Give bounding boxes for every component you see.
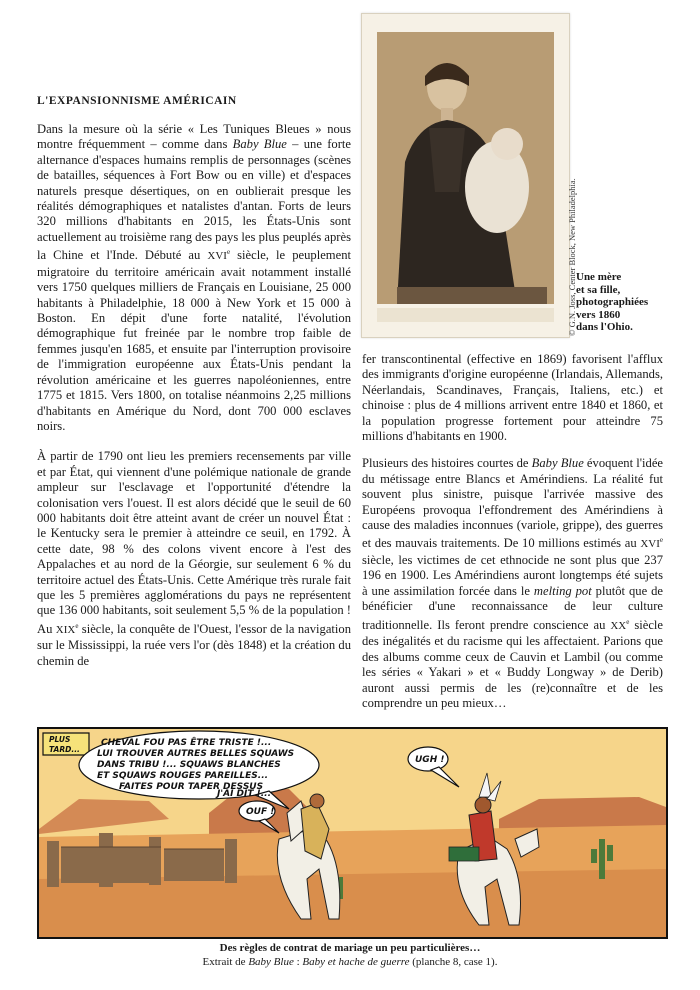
speech-line: LUI TROUVER AUTRES BELLES SQUAWS <box>97 749 295 759</box>
comic-illustration <box>39 729 666 937</box>
text-column-right <box>362 352 663 711</box>
paragraph: fer transcontinental (effective en 1869) favorisent l'afflux des immigrants d'origine européenne (Irlandais, Allemands, Néerlandais, Scandinaves, Français, Italiens, etc.) et chinoise : plus de 4 millions arrivent entre 1840 et 1860, et la population progresse fortement pour atteindre 75 millions d'habitants en 1900. <box>362 352 663 444</box>
speech-line: FAITES POUR TAPER DESSUS <box>119 782 264 792</box>
caption-box-line: PLUS <box>49 735 71 744</box>
paragraph: Dans la mesure où la série « Les Tuniques Bleues » nous montre fréquemment – comme dans Baby Blue – une forte alternance d'espaces humains remplis de personnages (scènes de batailles, séquences à Fort Bow ou en ville) et d'espaces naturels presque désertiques, on en oublierait presque les réalités démographiques et natalistes d'antan. Forts de leurs 320 millions d'habitants en 2015, les États-Unis sont actuellement au troisième rang des pays les plus peuplés après la Chine et l'Inde. Débuté au XVIe siècle, le peuplement migratoire du territoire américain avait notamment installé vers 1750 quelques milliers de Français en Louisiane, 25 000 habitants à Philadelphie, 18 000 à New York et 15 000 à Boston. En dépit d'une forte natalité, l'évolution démographique fut freinée par le nombre trop faible de femmes jusqu'en 1685, et ensuite par l'interruption provisoire de l'immigration européenne aux États-Unis pendant la révolution américaine et les guerres napoléoniennes, entre 1775 et 1815. Vers 1800, on totalise néanmoins 2,25 millions d'habitants en Amérique du Nord, dont 700 000 esclaves noirs. <box>37 122 351 433</box>
speech-line: J'AI DIT !... <box>217 789 272 799</box>
caption-box-line: TARD... <box>49 745 80 754</box>
comic-panel <box>37 727 668 939</box>
comic-caption-title: Des règles de contrat de mariage un peu particulières… <box>219 942 481 954</box>
photo-image <box>377 32 554 304</box>
speech-line: UGH ! <box>415 755 445 765</box>
speech-line: ET SQUAWS ROUGES PAREILLES... <box>97 771 269 781</box>
text-column-left <box>37 122 351 669</box>
speech-line: OUF ! <box>246 807 275 817</box>
paragraph: À partir de 1790 ont lieu les premiers recensements par ville et par État, qui viennent d'une polémique nationale de grande ampleur sur l'esclavage et l'opportunité d'étendre la colonisation vers l'ouest. Il est alors décidé que le seuil de 60 000 habitants doit être atteint avant de créer un nouvel État : le Kentucky sera le premier à atteindre ce seuil, en 1792. À cette date, 98 % des colons vivent encore à l'est des Appalaches et au nord de la Géorgie, sur seulement 6 % du territoire actuel des États-Unis. Cette Amérique très rurale fait que les 5 premières agglomérations du pays ne représentent que 136 000 habitants, soit seulement 5,5 % de la population ! Au XIXe siècle, la conquête de l'Ouest, l'essor de la navigation sur le Mississippi, la ruée vers l'or (dès 1848) et la création du chemin de <box>37 449 352 668</box>
photo-caption: Une mère et sa fille, photographiées vers 1860 dans l'Ohio. <box>576 271 649 333</box>
speech-line: CHEVAL FOU PAS ÊTRE TRISTE !... <box>101 738 272 748</box>
speech-line: DANS TRIBU !... SQUAWS BLANCHES <box>97 760 281 770</box>
photo-mount-base <box>377 308 554 322</box>
paragraph: Plusieurs des histoires courtes de Baby Blue évoquent l'idée du métissage entre Blancs et Amérindiens. La réalité fut souvent plus sinistre, puisque l'arrivée massive des Européens provoqua l'effondrement des Amérindiens à cause des maladies inconnues (variole, grippe), des guerres et des mauvais traitements. De 10 millions estimés au XVIe siècle, les victimes de cet ethnocide ne sont plus que 237 196 en 1900. Les Amérindiens auront longtemps été sujets à une assimilation forcée dans le melting pot plutôt que de bénéficier d'une reconnaissance de leur culture traditionnelle. Ils feront prendre conscience au XXe siècle des inégalités et du racisme qui les affectaient. Parions que des albums comme ceux de Cauvin et Lambil (ou comme les séries « Yakari » et « Buddy Longway » de Derib) auront aussi permis de les (re)connaître et de les comprendre un peu mieux… <box>362 456 663 710</box>
historical-photograph <box>361 13 570 338</box>
photo-credit: © G.N. Joss, Center Block, New Philadelphia. <box>567 178 577 336</box>
comic-caption-source: Extrait de Baby Blue : Baby et hache de guerre (planche 8, case 1). <box>202 956 498 968</box>
article-heading: L'EXPANSIONNISME AMÉRICAIN <box>37 95 237 107</box>
